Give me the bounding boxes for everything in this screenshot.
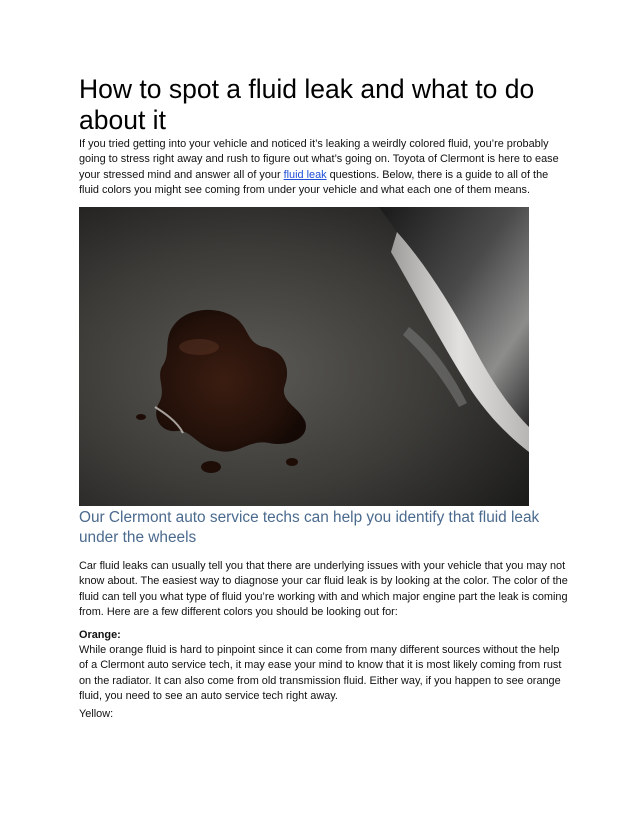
fluid-leak-photo xyxy=(79,207,529,506)
intro-paragraph xyxy=(79,137,571,198)
section-subheading: Our Clermont auto service techs can help you identify that fluid leak under the wheels xyxy=(79,509,540,546)
intro-text-after-link: questions. Below, there is a guide to all of the fluid colors you might see coming from under your vehicle and what each one of them means. xyxy=(79,168,549,196)
fluid-leak-photo-illustration xyxy=(79,207,529,506)
puddle-highlight xyxy=(179,339,219,355)
article-title: How to spot a fluid leak and what to do about it xyxy=(79,74,535,135)
puddle-droplet xyxy=(136,414,146,420)
orange-heading: Orange: xyxy=(79,629,121,641)
yellow-heading: Yellow: xyxy=(79,708,114,720)
puddle-droplet xyxy=(286,458,298,466)
fluid-leak-link[interactable]: fluid leak xyxy=(283,168,327,181)
paragraph-fluid-colors: Car fluid leaks can usually tell you that there are underlying issues with your vehicle that you may not know about. The easiest way to diagnose your car fluid leak is by looking at the color. The color of the fluid can tell you what type of fluid you’re working with and which major engine part the leak is coming from. Here are a few different colors you should be looking out for: xyxy=(79,560,568,618)
intro-text-before-link: If you tried getting into your vehicle and noticed it’s leaking a weirdly colored fluid, you’re probably going to stress right away and rush to figure out what’s going on. Toyota of Clermont is here to ease your stressed mind and answer all of your xyxy=(79,138,559,181)
puddle-droplet xyxy=(201,461,221,473)
paragraph-orange: While orange fluid is hard to pinpoint since it can come from many different sources without the help of a Clermont auto service tech, it may ease your mind to know that it is most likely coming from rust on the radiator. It can also come from old transmission fluid. Either way, if you happen to see orange fluid, you need to see an auto service tech right away. xyxy=(79,644,562,702)
